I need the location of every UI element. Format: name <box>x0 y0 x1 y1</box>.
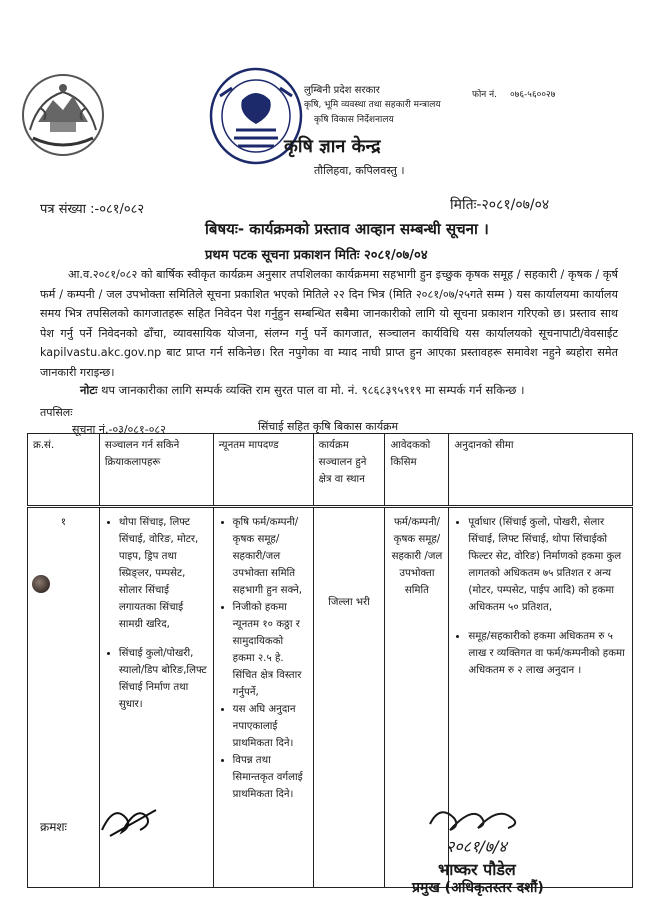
signature-officer-icon <box>420 794 560 860</box>
cell-sn: १ <box>28 507 100 888</box>
program-title: सिंचाई सहित कृषि बिकास कार्यक्रम <box>258 420 399 433</box>
grant-item: • समूह/सहकारीको हकमा अधिकतम रु ५ लाख र व्यक्तिगत वा फर्म/कम्पनीको हकमा अधिकतम रु २ लाख अनुदान । <box>468 628 627 679</box>
phone-label: फोन नं. <box>472 90 497 100</box>
note-text: थप जानकारीका लागि सम्पर्क व्यक्ति राम सुरत पाल वा मो. नं. ९८६८३९५९१९ मा सम्पर्क गर्न सकिन्छ । <box>101 383 525 397</box>
activity-item: • सिंचाई कुलो/पोखरी, स्यालो/डिप बोरिङ,लिफ्ट सिंचाई निर्माण तथा सुधार। <box>119 645 208 713</box>
header-directorate: कृषि विकास निर्देशनालय <box>314 115 394 125</box>
cell-criteria <box>213 507 313 888</box>
signature-date: २०८१/७/४ <box>446 837 507 856</box>
header-area: कार्यक्रम सञ्चालन हुने क्षेत्र वा स्थान <box>313 434 385 507</box>
first-publication-date: प्रथम पटक सूचना प्रकाशन मितिः २०८१/०७/०४ <box>205 248 428 263</box>
header-province: लुम्बिनी प्रदेश सरकार <box>304 85 380 96</box>
phone-number: ०७६-५६००२७ <box>510 90 556 100</box>
subject-line: बिषयः- कार्यक्रमको प्रस्ताव आव्हान सम्बन्धी सूचना । <box>205 220 489 238</box>
header-ministry: कृषि, भूमि व्यवस्था तथा सहकारी मन्त्रालय <box>304 100 441 110</box>
criteria-item: • यस अघि अनुदान नपाएकालाई प्राथमिकता दिने। <box>233 701 308 752</box>
punch-hole <box>32 575 50 593</box>
nepal-emblem-icon <box>18 70 108 160</box>
header-place: तौलिहवा, कपिलवस्तु । <box>314 164 405 177</box>
signature-initial-icon <box>96 796 162 842</box>
header-sn: क्र.सं. <box>28 434 100 507</box>
note-label: नोटः <box>80 383 98 397</box>
activity-item: • थोपा सिंचाइ, लिफ्ट सिंचाई, वोरिङ, मोटर, पाइप, ड्रिप तथा स्प्रिङ्लर, पम्पसेट, सोलार सिंचाई लगायतका सिंचाई सामग्री खरिद, <box>119 514 208 633</box>
header-criteria: न्यूनतम मापदण्ड <box>213 434 313 507</box>
table-header-row <box>28 434 633 507</box>
notice-body: आ.व.२०८१/०८२ को बार्षिक स्वीकृत कार्यक्रम अनुसार तपशिलका कार्यक्रममा सहभागी हुन इच्छुक कृषक समूह / सहकारी / कृषक / कृर्ष फर्म / कम्पनी / जल उपभोक्ता समितिले सूचना प्रकाशित भएको मितिले २२ दिन भित्र (मिति २०८१/०७/२५गते सम्म ) यस कार्यालयमा कार्यालय समय भित्र तपसिलको कागजातहरू सहित निवेदन पेश गर्नुहुन सम्बन्धित सबैमा जानकारीको लागि यो सूचना प्रकाशन गरिएको छ। प्रस्ताव साथ पेश गर्नु पर्ने निवेदनको ढाँचा, व्यावसायिक योजना, संलग्न गर्नु पर्ने कागजात, सञ्चालन कार्यविधि यस कार्यालयको सूचनापाटी/वेवसाईट kapilvastu.akc.gov.np बाट प्राप्त गर्न सकिनेछ। रित नपुगेका वा म्याद नाघी प्राप्त हुन आएका प्रस्तावहरू समावेश नहुने ब्यहोरा समेत जानकारी गराइन्छ। <box>40 268 618 379</box>
notice-number: सूचना नं.-०३/०८१-०८२ <box>72 423 166 436</box>
header-activities: सञ्चालन गर्न सकिने क्रियाकलापहरू <box>99 434 213 507</box>
criteria-item: • कृषि फर्म/कम्पनी/कृषक समूह/सहकारी/जल उपभोक्ता समिति सहभागी हुन सक्ने, <box>233 514 308 599</box>
header-applicant: आवेदकको किसिम <box>385 434 449 507</box>
letter-date: मितिः-२०८१/०७/०४ <box>450 197 550 213</box>
details-label: तपसिलः <box>40 406 73 419</box>
reference-number: पत्र संख्या :-०८१/०८२ <box>40 202 145 217</box>
cell-area: जिल्ला भरी <box>313 507 385 888</box>
continued-label: क्रमशः <box>40 820 67 834</box>
note-line <box>80 383 524 398</box>
cell-applicant: फर्म/कम्पनी/ कृषक समूह/सहकारी /जल उपभोक्ता समिति <box>385 507 449 888</box>
officer-name: भाष्कर पौडेल <box>438 860 516 879</box>
criteria-item: • निजीको हकमा न्यूनतम १० कठ्ठा र सामुदायिकको हकमा २.५ हे. सिंचित क्षेत्र विस्तार गर्नुपर्ने, <box>233 599 308 701</box>
criteria-item: • विपन्न तथा सिमान्तकृत वर्गलाई प्राथमिकता दिने। <box>233 752 308 803</box>
officer-title: प्रमुख (अधिकृतस्तर दशौं) <box>412 880 544 896</box>
header-grant: अनुदानको सीमा <box>449 434 633 507</box>
grant-item: • पूर्वाधार (सिंचाई कुलो, पोखरी, सेलार सिंचाई, लिफ्ट सिंचाई, थोपा सिंचाईको फिल्टर सेट, वोरिङ) निर्माणको हकमा कुल लागतको अधिकतम ७५ प्रतिशत र अन्य (मोटर, पम्पसेट, पाईप आदि) को हकमा अधिकतम ५० प्रतिशत, <box>468 514 627 616</box>
header-office-name: कृषि ज्ञान केन्द्र <box>284 136 381 157</box>
